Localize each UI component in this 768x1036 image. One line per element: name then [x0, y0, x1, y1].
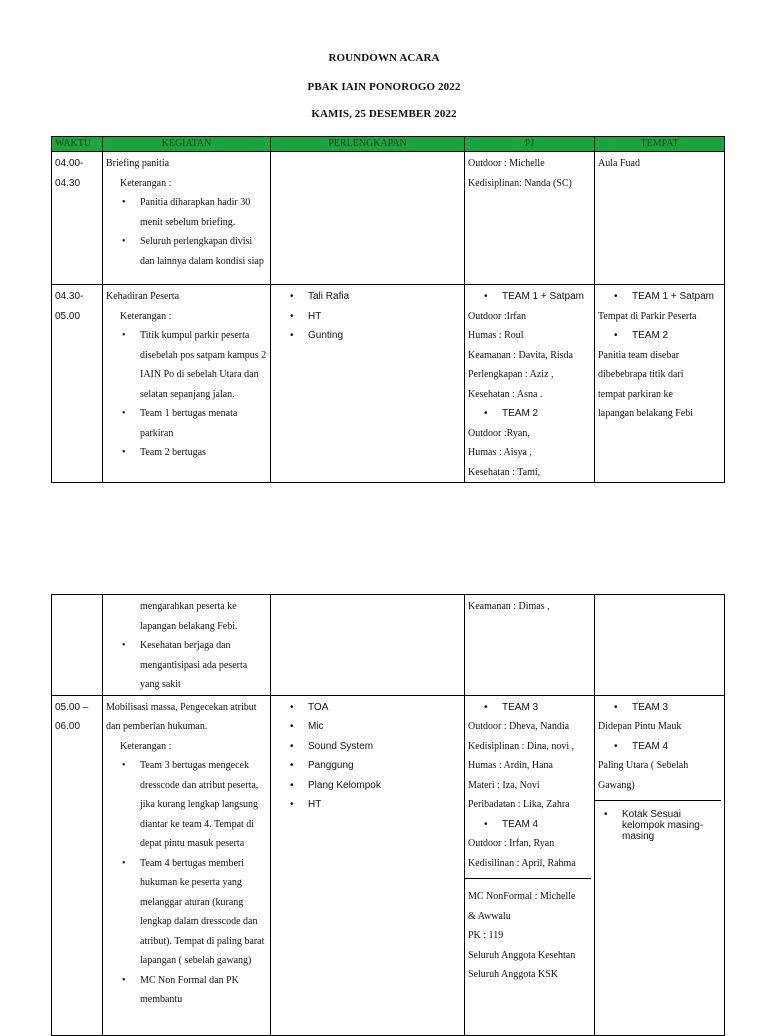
place-cell: • TEAM 3 Didepan Pintu Mauk • TEAM 4 Paling Utara ( Sebelah Gawang) • Kotak Sesuai kelompok masing-masing [595, 695, 725, 1035]
list-item: • Panitia diharapkan hadir 30 menit sebelum briefing. [140, 193, 267, 232]
pj-cell: • TEAM 1 + Satpam Outdoor :Irfan Humas : Roul Keamanan : Davita, Risda Perlengkapan : Aziz , Kesehatan : Asna . • TEAM 2 Outdoor :Ryan, Humas : Aisya , Kesehatan : Tami, [465, 285, 595, 483]
list-item: • Team 3 bertugas mengecek dresscode dan atribut peserta, jika kurang lengkap langsung diantar ke team 4. Tempat di depat pintu masuk peserta [140, 756, 267, 854]
activity-cell: Briefing panitia Keterangan : • Panitia diharapkan hadir 30 menit sebelum briefing. • Seluruh perlengkapan divisi dan lainnya dalam kondisi siap [103, 152, 271, 285]
time-cell [52, 595, 103, 696]
pj-cell: Keamanan : Dimas , [465, 595, 595, 696]
document-title: ROUNDOWN ACARA [328, 52, 440, 64]
time-cell: 04.30- 05.00 [52, 285, 103, 483]
list-item: • TEAM 4 [632, 737, 721, 757]
place-cell [595, 595, 725, 696]
pj-cell: • TEAM 3 Outdoor : Dheva, Nandia Kedisiplinan : Dina, novi , Humas : Ardin, Hana Materi : Iza, Novi Peribadatan : Lika, Zahra • TEAM 4 Outdoor : Irfan, Ryan Kedisilinan : April, Rahma MC NonFormal : Michelle & Awwalu PK : 119 Seluruh Anggota Kesehtan Seluruh Anggota KSK [465, 695, 595, 1035]
list-item: • HT [308, 307, 461, 327]
list-item: • Seluruh perlengkapan divisi dan lainnya dalam kondisi siap [140, 232, 267, 271]
divider [465, 878, 591, 879]
list-item: • Kotak Sesuai kelompok masing-masing [622, 809, 721, 842]
rundown-table-part-2 [51, 594, 725, 1036]
column-header-waktu: WAKTU [52, 137, 103, 152]
time-cell: 04.00- 04.30 [52, 152, 103, 285]
list-item: • Tali Rafia [308, 287, 461, 307]
list-item: • MC Non Formal dan PK membantu [140, 971, 267, 1010]
list-item: • Team 1 bertugas menata parkiran [140, 404, 267, 443]
column-header-kegiatan: KEGIATAN [103, 137, 271, 152]
list-item: • Plang Kelompok [308, 776, 461, 796]
table-header-row [52, 137, 725, 152]
place-cell: Aula Fuad [595, 152, 725, 285]
document-subtitle: PBAK IAIN PONOROGO 2022 [307, 81, 461, 93]
list-item: • TEAM 3 [632, 698, 721, 718]
document-date: KAMIS, 25 DESEMBER 2022 [311, 108, 457, 120]
table-row [52, 285, 725, 483]
list-item: • HT [308, 795, 461, 815]
list-item: • TOA [308, 698, 461, 718]
table-row [52, 595, 725, 696]
activity-cell: Kehadiran Peserta Keterangan : • Titik kumpul parkir peserta disebelah pos satpam kampus 2 IAIN Po di sebelah Utara dan selatan sepanjang jalan. • Team 1 bertugas menata parkiran • Team 2 bertugas [103, 285, 271, 483]
activity-cell: mengarahkan peserta ke lapangan belakang Febi. • Kesehatan berjaga dan mengantisipasi ada peserta yang sakit [103, 595, 271, 696]
list-item: • Gunting [308, 326, 461, 346]
list-item: • TEAM 2 [502, 404, 591, 424]
column-header-perlengkapan: PERLENGKAPAN [271, 137, 465, 152]
time-cell: 05.00 – 06.00 [52, 695, 103, 1035]
column-header-tempat: TEMPAT [595, 137, 725, 152]
rundown-table-part-1 [51, 136, 725, 483]
list-item: • TEAM 3 [502, 698, 591, 718]
equipment-cell [271, 152, 465, 285]
list-item: • Team 4 bertugas memberi hukuman ke peserta yang melanggar aturan (kurang lengkap dalam dresscode dan atribut). Tempat di paling barat lapangan ( sebelah gawang) [140, 854, 267, 971]
equipment-cell [271, 285, 465, 483]
pj-cell: Outdoor : Michelle Kedisiplinan: Nanda (SC) [465, 152, 595, 285]
place-cell: • TEAM 1 + Satpam Tempat di Parkir Peserta • TEAM 2 Panitia team disebar dibebebrapa titik dari tempat parkiran ke lapangan belakang Febi [595, 285, 725, 483]
list-item: • Titik kumpul parkir peserta disebelah pos satpam kampus 2 IAIN Po di sebelah Utara dan selatan sepanjang jalan. [140, 326, 267, 404]
equipment-cell [271, 695, 465, 1035]
activity-cell: Mobilisasi massa, Pengecekan atribut dan pemberian hukuman. Keterangan : • Team 3 bertugas mengecek dresscode dan atribut peserta, jika kurang lengkap langsung diantar ke team 4. Tempat di depat pintu masuk peserta • Team 4 bertugas memberi hukuman ke peserta yang melanggar aturan (kurang lengkap dalam dresscode dan atribut). Tempat di paling barat lapangan ( sebelah gawang) • MC Non Formal dan PK membantu [103, 695, 271, 1035]
list-item: • TEAM 2 [632, 326, 721, 346]
list-item: • Panggung [308, 756, 461, 776]
divider [595, 800, 721, 801]
table-row [52, 695, 725, 1035]
column-header-pj: PJ [465, 137, 595, 152]
list-item: • Sound System [308, 737, 461, 757]
list-item: • TEAM 1 + Satpam [502, 287, 591, 307]
list-item: • TEAM 4 [502, 815, 591, 835]
equipment-cell [271, 595, 465, 696]
list-item: • Team 2 bertugas [140, 443, 267, 463]
list-item: • Kesehatan berjaga dan mengantisipasi ada peserta yang sakit [140, 636, 267, 695]
list-item: • Mic [308, 717, 461, 737]
table-row [52, 152, 725, 285]
list-item: • TEAM 1 + Satpam [632, 287, 721, 307]
